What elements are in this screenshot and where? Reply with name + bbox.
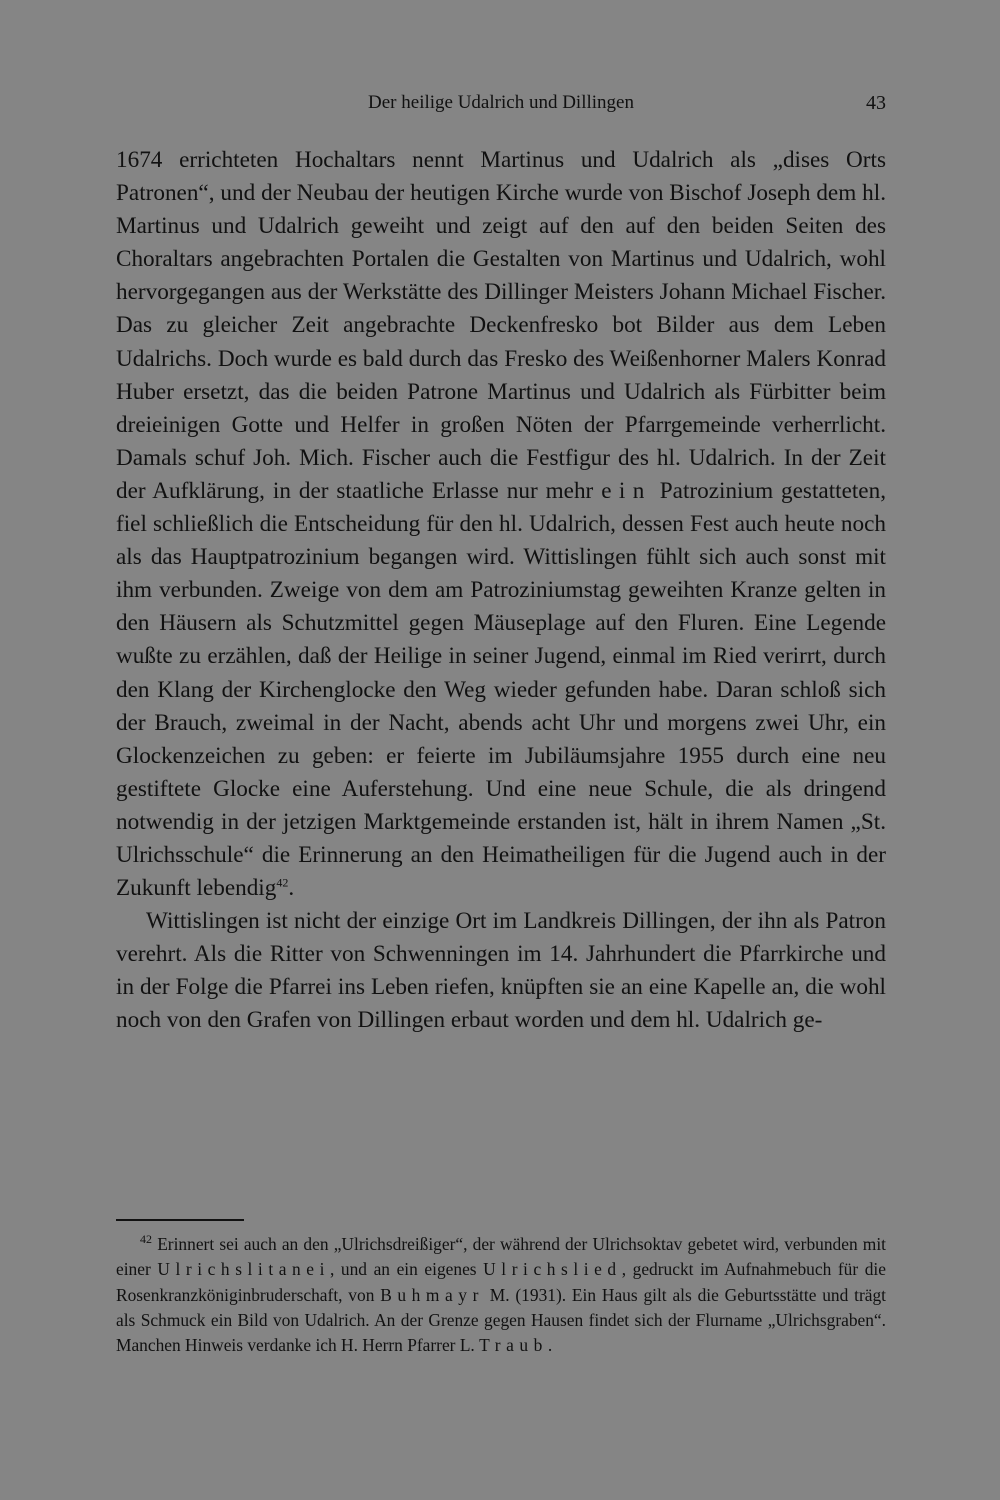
footnote-text-a: Erinnert sei auch an den „Ulrichsdreißiger“, der während der Ulrichsoktav gebetet wird, verbunden mit einer <box>116 1234 886 1280</box>
running-head <box>116 88 886 120</box>
emphasis-ein: ein <box>601 477 652 504</box>
running-title: Der heilige Udalrich und Dillingen <box>368 92 634 113</box>
footnote-number: 42 <box>140 1232 152 1247</box>
footnote-divider <box>116 1219 244 1221</box>
footnote-text-d: M. (1931). Ein Haus gilt als die Geburtsstätte und trägt als Schmuck ein Bild von Udalrich. An der Grenze gegen Hausen findet sich der Flurname „Ulrichsgraben“. Manchen Hinweis verdanke ich H. Herrn Pfarrer L. <box>116 1284 886 1356</box>
footnote-emphasis-traub: Traub <box>479 1335 548 1356</box>
body-text <box>116 144 886 1038</box>
paragraph-1-text-rest: Patrozinium gestatteten, fiel schließlich die Entscheidung für den hl. Udalrich, dessen Fest auch heute noch als das Hauptpatrozinium begangen wird. Wittislingen fühlt sich auch sonst mit ihm verbunden. Zweige von dem am Patroziniumstag geweihten Kranze gelten in den Häusern als Schutzmittel gegen Mäuseplage auf den Fluren. Eine Legende wußte zu erzählen, daß der Heilige in seiner Jugend, einmal im Ried verirrt, durch den Klang der Kirchenglocke den Weg wieder gefunden habe. Daran schloß sich der Brauch, zweimal in der Nacht, abends acht Uhr und morgens zwei Uhr, ein Glockenzeichen zu geben: er feierte im Jubiläumsjahre 1955 durch eine neu gestiftete Glocke eine Auferstehung. Und eine neue Schule, die als dringend notwendig in der jetzigen Marktgemeinde erstanden ist, hält in ihrem Namen „St. Ulrichsschule“ die Erinnerung an den Heimatheiligen für die Jugend auch in der Zukunft lebendig <box>116 477 886 902</box>
paragraph-2: Wittislingen ist nicht der einzige Ort im Landkreis Dillingen, der ihn als Patron verehrt. Als die Ritter von Schwenningen im 14. Jahrhundert die Pfarrkirche und in der Folge die Pfarrei ins Leben riefen, knüpften sie an eine Kapelle an, die wohl noch von den Grafen von Dillingen erbaut worden und dem hl. Udalrich ge- <box>116 908 886 1034</box>
footnote-emphasis-litanei: Ulrichslitanei <box>157 1259 330 1280</box>
footnote-text-e: . <box>547 1335 553 1356</box>
footnote-text-c: , gedruckt im Aufnahmebuch für die Rosenkranzköniginbruderschaft, von <box>116 1259 886 1305</box>
footnote-reference[interactable]: 42 <box>276 875 289 890</box>
paragraph-1-end: . <box>288 875 295 902</box>
footnote-emphasis-author: Buhmayr <box>380 1284 484 1305</box>
page-number: 43 <box>866 92 886 114</box>
paragraph-1 <box>116 144 886 905</box>
footnote-emphasis-lied: Ulrichslied <box>483 1259 622 1280</box>
paragraph-1-text: 1674 errichteten Hochaltars nennt Martinus und Udalrich als „dises Orts Patronen“, und der Neubau der heutigen Kirche wurde von Bischof Joseph dem hl. Martinus und Udalrich geweiht und zeigt auf den auf den beiden Seiten des Choraltars angebrachten Portalen die Gestalten von Martinus und Udalrich, wohl hervorgegangen aus der Werkstätte des Dillinger Meisters Johann Michael Fischer. Das zu gleicher Zeit angebrachte Deckenfresko bot Bilder aus dem Leben Udalrichs. Doch wurde es bald durch das Fresko des Weißenhorner Malers Konrad Huber ersetzt, das die beiden Patrone Martinus und Udalrich als Fürbitter beim dreieinigen Gotte und Helfer in großen Nöten der Pfarrgemeinde verherrlicht. Damals schuf Joh. Mich. Fischer auch die Festfigur des hl. Udalrich. In der Zeit der Aufklärung, in der staatliche Erlasse nur mehr <box>116 147 886 504</box>
footnotes <box>116 1232 886 1358</box>
footnote-text-b: , und an ein eigenes <box>329 1259 477 1280</box>
footnote-42 <box>116 1232 886 1358</box>
